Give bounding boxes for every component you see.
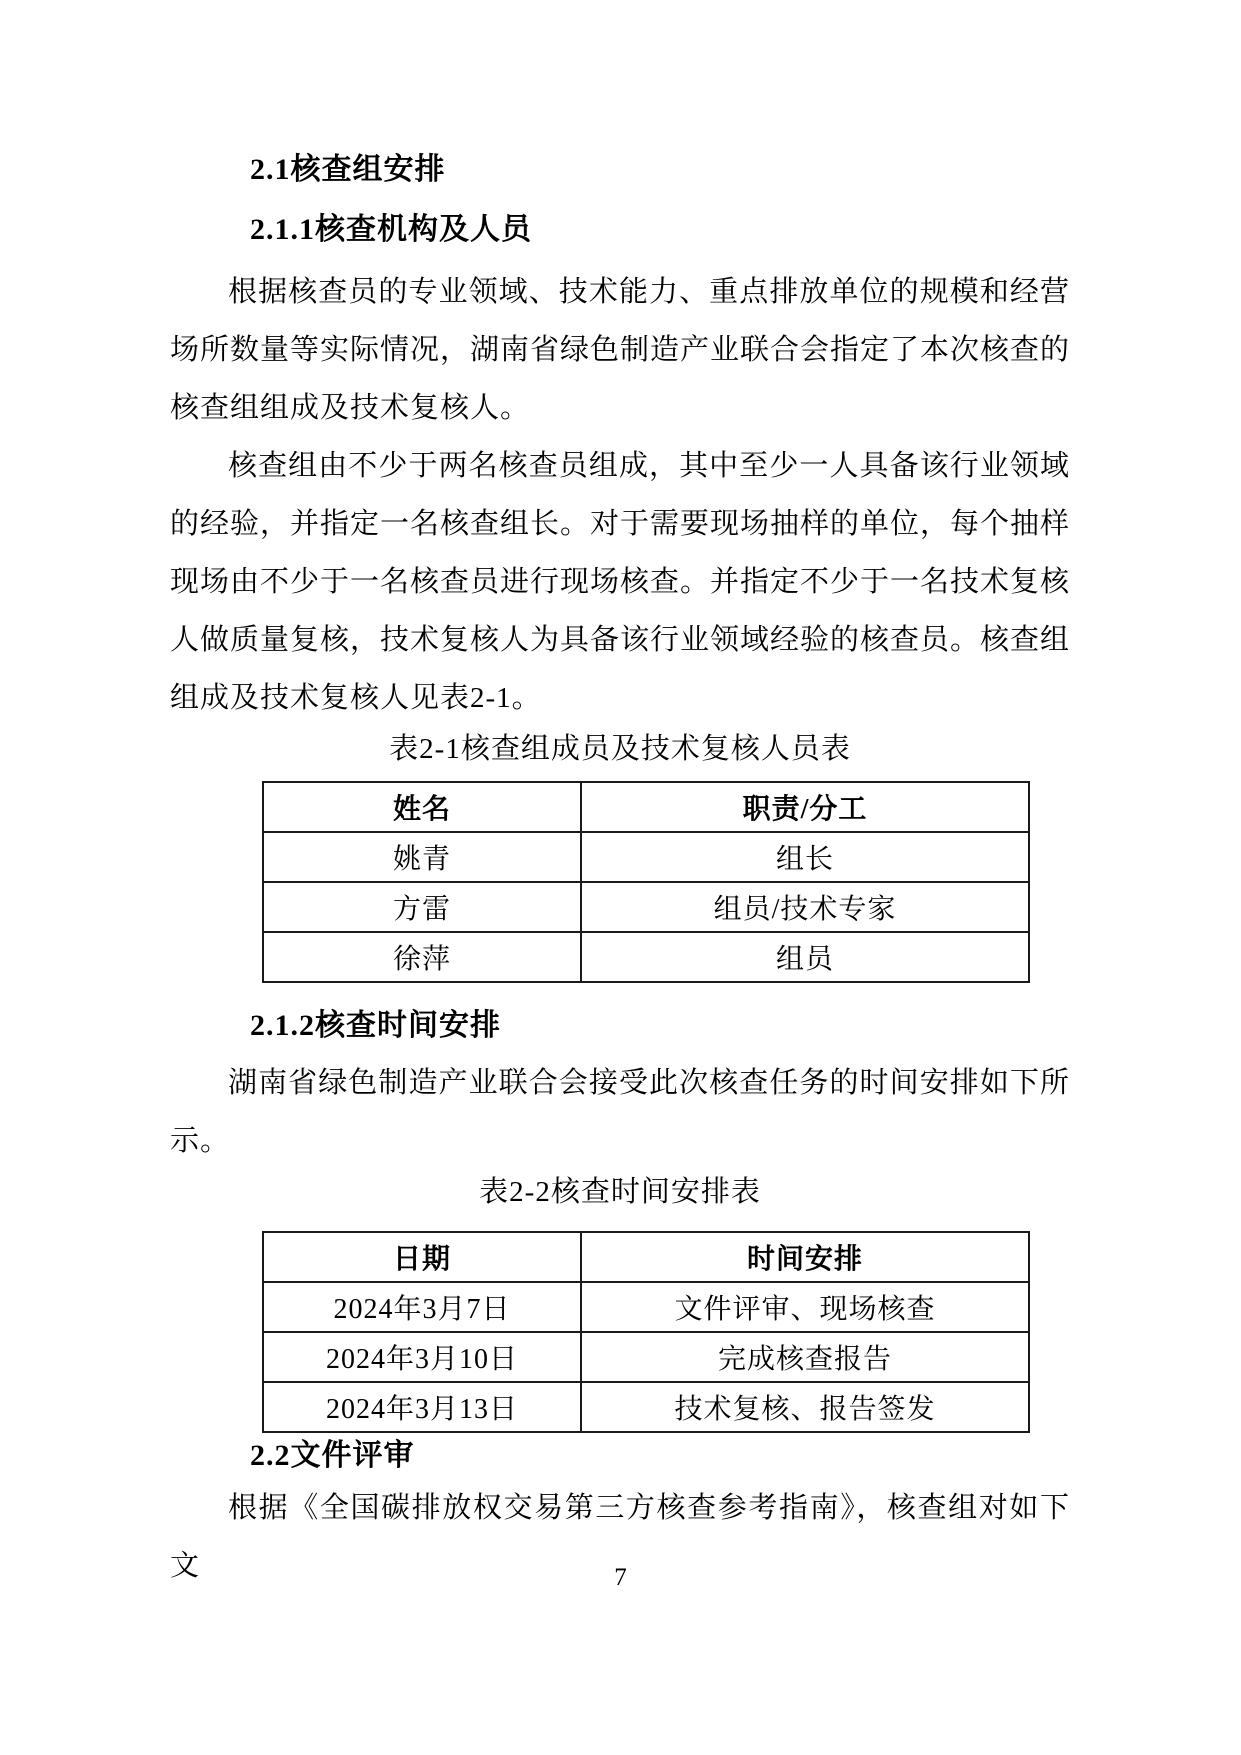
- member-role: 组员: [581, 932, 1029, 982]
- team-members-table: [262, 781, 1030, 983]
- schedule-activity: 完成核查报告: [581, 1332, 1029, 1382]
- schedule-table-header-row: [263, 1232, 1029, 1282]
- page-content: [170, 0, 1070, 1595]
- schedule-date: 2024年3月13日: [263, 1382, 581, 1432]
- page-number: 7: [614, 1564, 627, 1591]
- table-row: [263, 1332, 1029, 1382]
- team-table-header-row: [263, 782, 1029, 832]
- member-role: 组员/技术专家: [581, 882, 1029, 932]
- paragraph-schedule-intro: 湖南省绿色制造产业联合会接受此次核查任务的时间安排如下所示。: [170, 1067, 1070, 1157]
- table-2-1-caption: 表2-1核查组成员及技术复核人员表: [389, 733, 851, 765]
- schedule-table: [262, 1231, 1030, 1433]
- member-name: 徐萍: [263, 932, 581, 982]
- heading-2-2-document-review: 2.2文件评审: [250, 1439, 415, 1472]
- paragraph-team-designation: 根据核查员的专业领域、技术能力、重点排放单位的规模和经营场所数量等实际情况，湖南省绿色制造产业联合会指定了本次核查的核查组组成及技术复核人。: [170, 276, 1071, 424]
- paragraph-team-composition-rules: 核查组由不少于两名核查员组成，其中至少一人具备该行业领域的经验，并指定一名核查组长。对于需要现场抽样的单位，每个抽样现场由不少于一名核查员进行现场核查。并指定不少于一名技术复核人做质量复核，技术复核人为具备该行业领域经验的核查员。核查组组成及技术复核人见表2-1。: [170, 450, 1071, 714]
- team-table-header-name: 姓名: [263, 782, 581, 832]
- table-row: [263, 1382, 1029, 1432]
- team-table-header-role: 职责/分工: [581, 782, 1029, 832]
- schedule-activity: 文件评审、现场核查: [581, 1282, 1029, 1332]
- heading-2-1-verification-team-arrangement: 2.1核查组安排: [250, 153, 446, 186]
- member-name: 姚青: [263, 832, 581, 882]
- heading-2-1-2-verification-schedule: 2.1.2核查时间安排: [250, 1009, 501, 1042]
- member-name: 方雷: [263, 882, 581, 932]
- table-row: [263, 1282, 1029, 1332]
- schedule-activity: 技术复核、报告签发: [581, 1382, 1029, 1432]
- schedule-table-header-arrangement: 时间安排: [581, 1232, 1029, 1282]
- schedule-date: 2024年3月7日: [263, 1282, 581, 1332]
- schedule-date: 2024年3月10日: [263, 1332, 581, 1382]
- table-row: [263, 932, 1029, 982]
- paragraph-document-review-intro: 根据《全国碳排放权交易第三方核查参考指南》，核查组对如下文: [170, 1492, 1070, 1582]
- table-row: [263, 832, 1029, 882]
- heading-2-1-1-verification-body-and-personnel: 2.1.1核查机构及人员: [250, 213, 532, 246]
- member-role: 组长: [581, 832, 1029, 882]
- table-row: [263, 882, 1029, 932]
- schedule-table-header-date: 日期: [263, 1232, 581, 1282]
- table-2-2-caption: 表2-2核查时间安排表: [479, 1176, 761, 1208]
